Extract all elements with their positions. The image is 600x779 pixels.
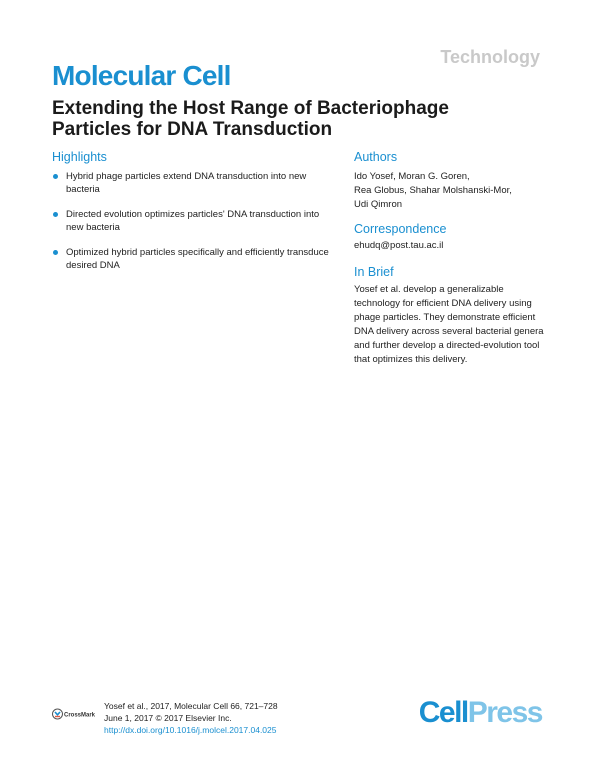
highlights-heading: Highlights [52, 150, 107, 164]
highlights-list [52, 170, 337, 284]
cellpress-press: Press [467, 696, 542, 729]
highlight-item [52, 170, 337, 196]
bullet-icon [53, 250, 58, 255]
crossmark-text: CrossMark [64, 712, 96, 719]
authors-line: Ido Yosef, Moran G. Goren, [354, 171, 470, 182]
highlight-item [52, 246, 337, 272]
article-title: Extending the Host Range of Bacteriophage Particles for DNA Transduction [52, 98, 449, 140]
publication-date: June 1, 2017 © 2017 Elsevier Inc. [104, 713, 232, 723]
highlight-item [52, 208, 337, 234]
bullet-icon [53, 212, 58, 217]
cellpress-cell: Cell [418, 696, 468, 729]
highlight-text: Optimized hybrid particles specifically and efficiently transduce desired DNA [66, 247, 329, 271]
authors-list [354, 170, 554, 212]
crossmark-logo [52, 708, 100, 720]
citation: Yosef et al., 2017, Molecular Cell 66, 721–728 [104, 701, 278, 711]
doi-link[interactable]: http://dx.doi.org/10.1016/j.molcel.2017.04.025 [104, 725, 277, 735]
citation-block [104, 700, 278, 736]
highlight-text: Hybrid phage particles extend DNA transduction into new bacteria [66, 171, 307, 195]
cellpress-logo [419, 696, 542, 730]
article-category: Technology [440, 47, 540, 67]
authors-line: Rea Globus, Shahar Molshanski-Mor, [354, 185, 512, 196]
correspondence-heading: Correspondence [354, 222, 447, 236]
authors-heading: Authors [354, 150, 398, 164]
highlight-text: Directed evolution optimizes particles' DNA transduction into new bacteria [66, 209, 320, 233]
bullet-icon [53, 174, 58, 179]
correspondence-email: ehudq@post.tau.ac.il [354, 240, 444, 251]
in-brief-heading: In Brief [354, 265, 394, 279]
authors-line: Udi Qimron [354, 199, 403, 210]
journal-name: Molecular Cell [52, 60, 231, 91]
in-brief-text: Yosef et al. develop a generalizable technology for efficient DNA delivery using phage particles. They demonstrate efficient DNA delivery across several bacterial genera and further develop a directed-evolution tool that optimizes this delivery. [354, 284, 544, 365]
